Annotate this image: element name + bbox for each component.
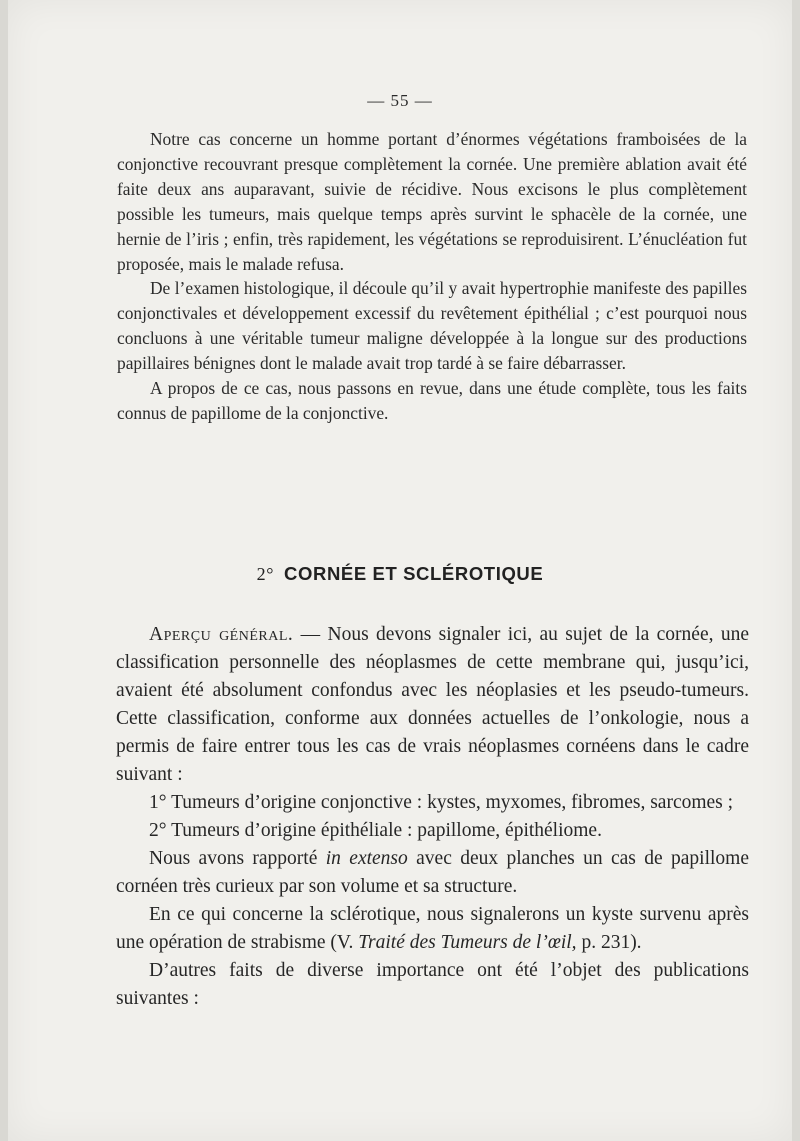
list-item-conjunctive-tumors: 1° Tumeurs d’origine conjonctive : kystes, myxomes, fibromes, sarcomes ; [149, 792, 734, 813]
paragraph-review: A propos de ce cas, nous passons en revue, dans une étude complète, tous les faits connus de papillome de la conjonctive. [117, 378, 747, 423]
overview-text: — Nous devons signaler ici, au sujet de la cornée, une classification personnelle des néoplasmes de cette membrane qui, jusqu’ici, avaient été absolument confondus avec les néoplasies et les pseudo-tumeurs. Cette classification, conforme aux données actuelles de l’onkologie, nous a permis de faire entrer tous les cas de vrais néoplasmes cornéens dans le cadre suivant : [116, 624, 750, 785]
cornea-section-text [116, 621, 749, 1013]
sclerotic-text-a: En ce qui concerne la sclérotique, nous signalerons un kyste survenu après une opération de strabisme (V. [116, 904, 749, 953]
page-number: — 55 — [367, 91, 433, 110]
paragraph-case-description: Notre cas concerne un homme portant d’énormes végétations framboisées de la conjonctive recouvrant presque complètement la cornée. Une première ablation avait été faite deux ans auparavant, suivie de récidive. Nous excisons le plus complètement possible les tumeurs, mais quelque temps après survint le sphacèle de la cornée, une hernie de l’iris ; enfin, très rapidement, les végétations se reproduisirent. L’énucléation fut proposée, mais le malade refusa. [117, 129, 747, 274]
document-page [8, 0, 792, 1141]
paragraph-sclerotic [116, 901, 749, 957]
paragraph-papilloma-case [116, 845, 749, 901]
sclerotic-text-italic: Traité des Tumeurs de l’œil, [358, 932, 577, 953]
papilloma-text-italic: in extenso [325, 848, 408, 869]
sclerotic-text-b: p. 231). [576, 932, 642, 953]
paragraph-publications: D’autres faits de diverse importance ont été l’objet des publications suivantes : [116, 960, 749, 1009]
list-item-epithelial-tumors: 2° Tumeurs d’origine épithéliale : papillome, épithéliome. [149, 820, 602, 841]
section-number: 2° [256, 564, 275, 584]
paragraph-overview [116, 621, 749, 789]
section-heading [8, 563, 792, 585]
case-summary-text [117, 127, 747, 426]
papilloma-text-a: Nous avons rapporté [149, 848, 326, 869]
papilloma-text-b: avec deux planches un cas de papillome cornéen très curieux par son volume et sa structure. [116, 848, 749, 897]
overview-lead: Aperçu général. [149, 624, 294, 645]
section-title: CORNÉE ET SCLÉROTIQUE [284, 563, 544, 584]
paragraph-histology: De l’examen histologique, il découle qu’il y avait hypertrophie manifeste des papilles conjonctivales et développement excessif du revêtement épithélial ; c’est pourquoi nous concluons à une véritable tumeur maligne développée à la longue sur des productions papillaires bénignes dont le malade avait trop tardé à se faire débarrasser. [117, 278, 747, 374]
